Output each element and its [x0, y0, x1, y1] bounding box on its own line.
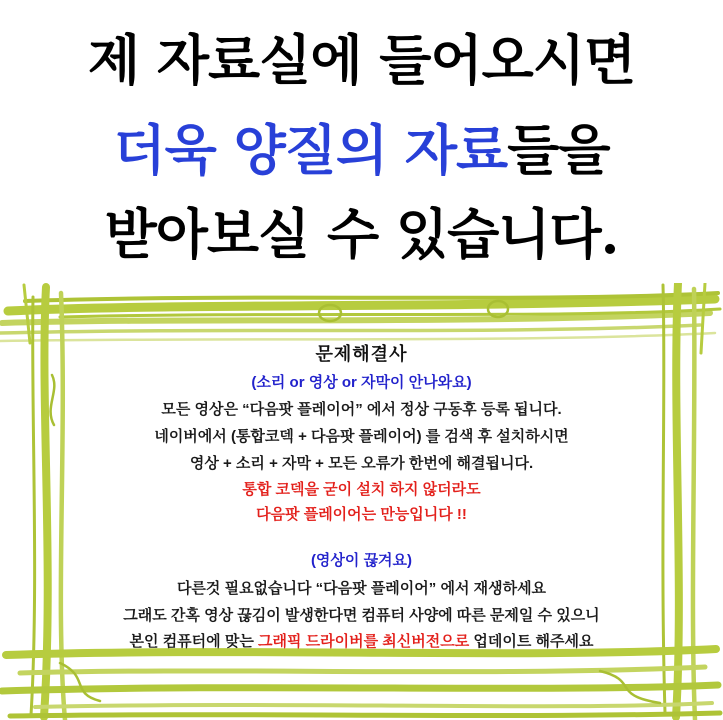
section1-info-line: 영상 + 소리 + 자막 + 모든 오류가 한번에 해결됩니다.: [189, 455, 534, 472]
section1-info-line: 모든 영상은 “다음팟 플레이어” 에서 정상 구동후 등록 됩니다.: [161, 401, 562, 418]
header-line-3: 받아보실 수 있습니다.: [104, 202, 619, 266]
section2-mixed-red: 그래픽 드라이버를 최신버전으로: [257, 633, 470, 650]
header-line-1: 제 자료실에 들어오시면: [87, 28, 636, 92]
header-line-2-black: 들을: [507, 118, 610, 182]
section2-mixed-line: [0, 630, 723, 651]
section2-mixed-black-prefix: 본인 컴퓨터에 맞는: [129, 633, 258, 650]
section2-info-line: 그래도 간혹 영상 끊김이 발생한다면 컴퓨터 사양에 따른 문제일 수 있으니: [123, 607, 600, 624]
section2-heading: (영상이 끊겨요): [310, 552, 413, 569]
section1-info-line: 네이버에서 (통합코덱 + 다음팟 플레이어) 를 검색 후 설치하시면: [154, 428, 569, 445]
section1-warning-line: 다음팟 플레이어는 만능입니다 !!: [256, 506, 467, 523]
section2-mixed-black-suffix: 업데이트 해주세요: [469, 633, 594, 650]
header-line-2: [0, 108, 723, 185]
section2-info-line: 다른것 필요없습니다 “다음팟 플레이어” 에서 재생하세요: [176, 580, 547, 597]
box-title: 문제해결사: [315, 344, 408, 364]
section1-heading: (소리 or 영상 or 자막이 안나와요): [251, 374, 472, 391]
header-line-2-blue: 더욱 양질의 자료: [113, 118, 508, 182]
section1-warning-line: 통합 코덱을 굳이 설치 하지 않더라도: [242, 481, 481, 498]
